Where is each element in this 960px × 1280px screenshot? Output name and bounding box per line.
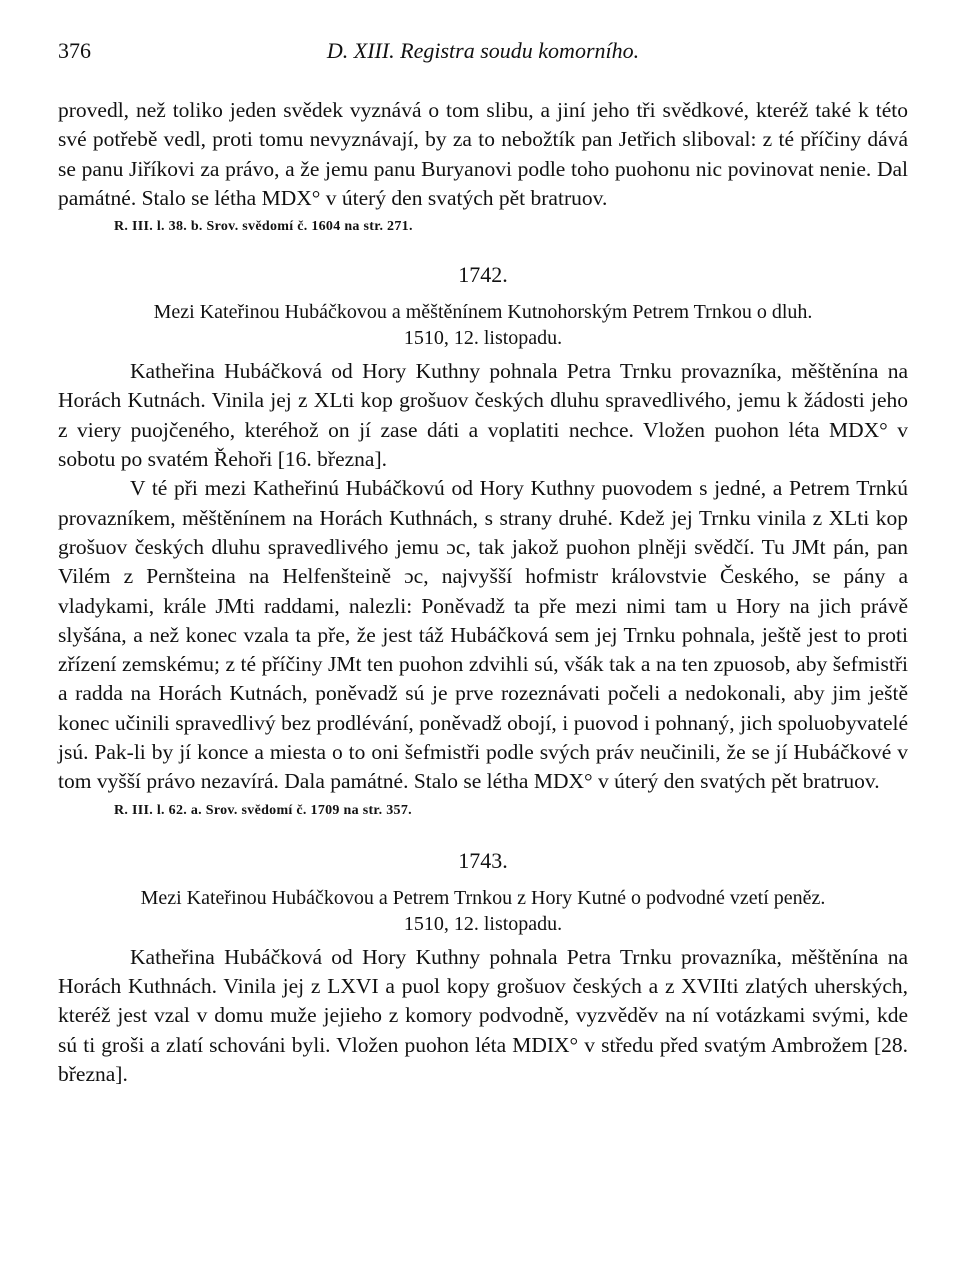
- entry-number: 1742.: [458, 262, 508, 288]
- running-head: [58, 38, 908, 74]
- continuation-paragraph: provedl, než toliko jeden svědek vyznává o tom slibu, a jiní jeho tři svědkové, kteréž také k této své potřebě vedl, proti tomu nevyznávají, by za to nebožtík pan Jetřich sliboval: z té příčiny dává se panu Jiříkovi za právo, a že jemu panu Buryanovi podle toho puohonu nic povinovat nenie. Dal památné. Stalo se létha MDX° v úterý den svatých pět bratruov.: [58, 98, 908, 210]
- book-page: [58, 38, 908, 1089]
- running-title: D. XIII. Registra soudu komorního.: [326, 38, 640, 63]
- source-note: R. III. l. 62. a. Srov. svědomí č. 1709 na str. 357.: [114, 802, 412, 818]
- entry-paragraph: V té při mezi Katheřinú Hubáčkovú od Hory Kuthny puovodem s jedné, a Petrem Trnkú provazníkem, měštěnínem na Horách Kuthnách, s strany druhé. Kdež jej Trnku vinila z XLti kop grošuov českých dluhu spravedlivého jemu ɔc, tak jakož puohon plněji svědčí. Tu JMt pán, pan Vilém z Pernšteina na Helfenšteině ɔc, najvyšší hofmistr královstvie Českého, se pány a vladykami, krále JMti raddami, nalezli: Poněvadž ta pře mezi nimi tam u Hory na jich právě slyšána, a než konec vzala ta pře, že jest táž Hubáčková sem jej Trnku pohnala, ještě jest to proti zřízení zemskému; z té příčiny JMt ten puohon zdvihli sú, všák tak a na ten zpuosob, aby šefmistři a radda na Horách Kutnách, poněvadž sú je prve rozeznávati počeli a nedokonali, aby jim ještě konec učinili spravedlivý bez prodlévání, poněvadž obojí, i puovod i pohnaný, jich spoluobyvatelé jsú. Pak-li by jí konce a miesta o to oni šefmistři podle svých práv neučinili, že se jí Hubáčkové v tom vyšší právo nezavírá. Dala památné. Stalo se létha MDX° v úterý den svatých pět bratruov.: [58, 476, 908, 794]
- entry-title: Mezi Kateřinou Hubáčkovou a Petrem Trnkou z Hory Kutné o podvodné vzetí peněz.: [140, 886, 826, 909]
- entry-date: 1510, 12. listopadu.: [403, 912, 563, 935]
- entry-title: Mezi Kateřinou Hubáčkovou a měštěnínem Kutnohorským Petrem Trnkou o dluh.: [153, 301, 813, 324]
- entry-paragraph: Katheřina Hubáčková od Hory Kuthny pohnala Petra Trnku provazníka, měštěnína na Horách Kutnách. Vinila jej z XLti kop grošuov českých dluhu spravedlivého, jemu k žádosti jeho z viery puojčeného, kteréhož on jí zase dáti a voplatiti nechce. Vložen puohon léta MDX° v sobotu po svatém Řehoři [16. března].: [58, 359, 908, 472]
- page-number: 376: [58, 38, 91, 63]
- entry-number: 1743.: [458, 847, 508, 873]
- entry-date: 1510, 12. listopadu.: [403, 327, 563, 350]
- entry-paragraph: Katheřina Hubáčková od Hory Kuthny pohnala Petra Trnku provazníka, měštěnína na Horách Kuthnách. Vinila jej z LXVI a puol kopy grošuov českých a z XVIIti zlatých uherských, kteréž jest vzal v domu muže jejieho z komory podvodně, vyzvěděv na ní votázkami svými, kde sú ti groši a zlatí schováni byli. Vložen puohon léta MDIX° v středu před svatým Ambrožem [28. března].: [58, 944, 908, 1086]
- source-note: R. III. l. 38. b. Srov. svědomí č. 1604 na str. 271.: [114, 219, 413, 235]
